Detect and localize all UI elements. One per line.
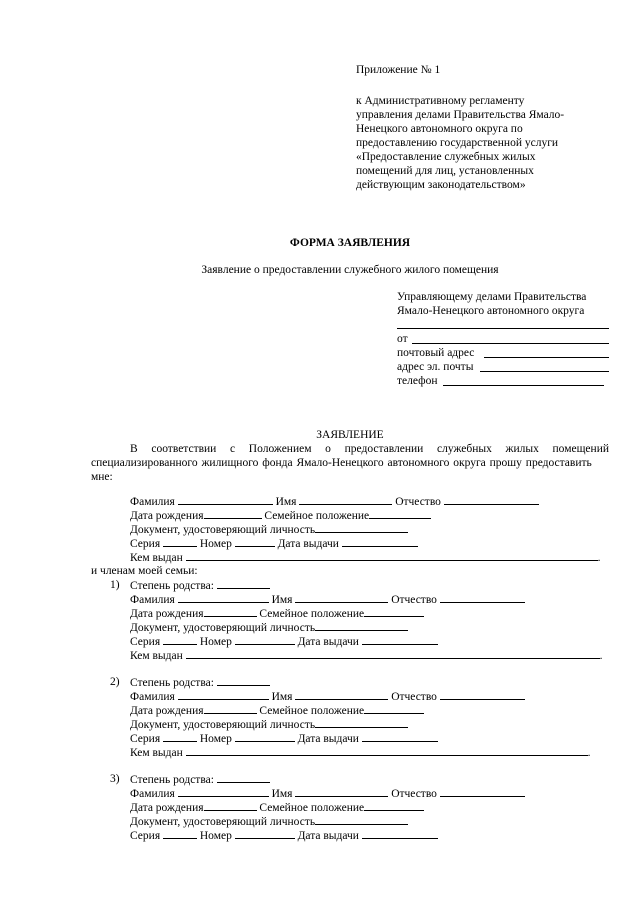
member-passport-row bbox=[130, 634, 438, 649]
form-subtitle: Заявление о предоставлении служебного жилого помещения bbox=[201, 264, 499, 276]
member-fio-row bbox=[130, 689, 525, 704]
kinship-label: Степень родства: bbox=[130, 774, 214, 786]
series-label: Серия bbox=[130, 538, 161, 550]
appendix-line: «Предоставление служебных жилых bbox=[356, 151, 536, 163]
appendix-line: предоставлению государственной услуги bbox=[356, 137, 559, 149]
name-label: Имя bbox=[271, 788, 293, 800]
member-passport-row bbox=[130, 731, 438, 746]
issued-by-field[interactable] bbox=[186, 550, 598, 561]
statement-heading: ЗАЯВЛЕНИЕ bbox=[316, 429, 384, 441]
issued-by-label: Кем выдан bbox=[130, 650, 183, 662]
number-label: Номер bbox=[199, 636, 232, 648]
surname-label: Фамилия bbox=[130, 788, 175, 800]
phone-label: телефон bbox=[397, 375, 438, 387]
addressee-line2: Ямало-Ненецкого автономного округа bbox=[397, 305, 585, 317]
patronymic-field[interactable] bbox=[444, 494, 539, 505]
member-issued-row bbox=[130, 745, 591, 760]
addressee-blank-line[interactable] bbox=[397, 328, 609, 329]
patronymic-field[interactable] bbox=[440, 786, 525, 797]
member-kinship-row bbox=[130, 772, 270, 787]
appendix-line: Ненецкого автономного округа по bbox=[356, 123, 523, 135]
appendix-line: к Административному регламенту bbox=[356, 95, 525, 107]
marital-field[interactable] bbox=[364, 800, 424, 811]
applicant-birth-row bbox=[130, 508, 431, 523]
period: . bbox=[599, 650, 603, 662]
surname-field[interactable] bbox=[178, 689, 269, 700]
birth-date-field[interactable] bbox=[204, 606, 257, 617]
series-field[interactable] bbox=[163, 828, 197, 839]
birth-date-label: Дата рождения bbox=[130, 802, 204, 814]
patronymic-label: Отчество bbox=[391, 594, 437, 606]
member-fio-row bbox=[130, 786, 525, 801]
id-doc-label: Документ, удостоверяющий личность bbox=[130, 719, 316, 731]
birth-date-field[interactable] bbox=[204, 508, 262, 519]
number-label: Номер bbox=[199, 538, 232, 550]
member-number: 3) bbox=[110, 773, 120, 785]
id-doc-field[interactable] bbox=[315, 814, 408, 825]
surname-label: Фамилия bbox=[130, 691, 175, 703]
name-field[interactable] bbox=[299, 494, 392, 505]
birth-date-field[interactable] bbox=[204, 703, 257, 714]
issued-by-field[interactable] bbox=[186, 648, 600, 659]
number-label: Номер bbox=[199, 830, 232, 842]
id-doc-field[interactable] bbox=[315, 717, 408, 728]
series-field[interactable] bbox=[163, 536, 197, 547]
period: . bbox=[597, 552, 601, 564]
patronymic-label: Отчество bbox=[395, 496, 441, 508]
period: . bbox=[587, 747, 591, 759]
kinship-field[interactable] bbox=[217, 578, 270, 589]
issued-by-label: Кем выдан bbox=[130, 552, 183, 564]
kinship-label: Степень родства: bbox=[130, 677, 214, 689]
issued-by-label: Кем выдан bbox=[130, 747, 183, 759]
id-doc-label: Документ, удостоверяющий личность bbox=[130, 524, 316, 536]
number-field[interactable] bbox=[235, 536, 275, 547]
applicant-passport-row bbox=[130, 536, 418, 551]
marital-label: Семейное положение bbox=[259, 802, 365, 814]
id-doc-label: Документ, удостоверяющий личность bbox=[130, 622, 316, 634]
member-kinship-row bbox=[130, 578, 270, 593]
family-intro: и членам моей семьи: bbox=[91, 565, 198, 577]
patronymic-field[interactable] bbox=[440, 592, 525, 603]
birth-date-field[interactable] bbox=[204, 800, 257, 811]
name-field[interactable] bbox=[295, 786, 388, 797]
issue-date-label: Дата выдачи bbox=[277, 538, 339, 550]
id-doc-label: Документ, удостоверяющий личность bbox=[130, 816, 316, 828]
from-label: от bbox=[397, 333, 408, 345]
surname-field[interactable] bbox=[178, 592, 269, 603]
appendix-line: помещений для лиц, установленных bbox=[356, 165, 534, 177]
series-field[interactable] bbox=[163, 731, 197, 742]
id-doc-field[interactable] bbox=[315, 522, 408, 533]
number-label: Номер bbox=[199, 733, 232, 745]
postal-label: почтовый адрес bbox=[397, 347, 475, 359]
patronymic-label: Отчество bbox=[391, 691, 437, 703]
name-field[interactable] bbox=[295, 689, 388, 700]
surname-field[interactable] bbox=[178, 494, 273, 505]
series-label: Серия bbox=[130, 636, 161, 648]
birth-date-label: Дата рождения bbox=[130, 608, 204, 620]
kinship-field[interactable] bbox=[217, 675, 270, 686]
member-id-row bbox=[130, 620, 408, 635]
marital-field[interactable] bbox=[369, 508, 431, 519]
number-field[interactable] bbox=[235, 731, 295, 742]
member-birth-row bbox=[130, 606, 424, 621]
applicant-fio-row bbox=[130, 494, 539, 509]
appendix-line: управления делами Правительства Ямало- bbox=[356, 109, 565, 121]
patronymic-label: Отчество bbox=[391, 788, 437, 800]
member-id-row bbox=[130, 814, 408, 829]
applicant-issued-row bbox=[130, 550, 601, 565]
birth-date-label: Дата рождения bbox=[130, 705, 204, 717]
marital-label: Семейное положение bbox=[259, 608, 365, 620]
issue-date-label: Дата выдачи bbox=[297, 636, 359, 648]
name-field[interactable] bbox=[295, 592, 388, 603]
member-kinship-row bbox=[130, 675, 270, 690]
marital-label: Семейное положение bbox=[264, 510, 370, 522]
member-fio-row bbox=[130, 592, 525, 607]
statement-line1: В соответствии с Положением о предоставлении служебных жилых помещений bbox=[130, 443, 609, 455]
statement-line3: мне: bbox=[91, 471, 113, 483]
appendix-title: Приложение № 1 bbox=[356, 64, 441, 76]
name-label: Имя bbox=[271, 691, 293, 703]
applicant-id-row bbox=[130, 522, 408, 537]
addressee-line1: Управляющему делами Правительства bbox=[397, 291, 587, 303]
postal-field[interactable] bbox=[484, 357, 609, 358]
issued-by-field[interactable] bbox=[186, 745, 588, 756]
surname-label: Фамилия bbox=[130, 594, 175, 606]
issue-date-field[interactable] bbox=[362, 634, 438, 645]
birth-date-label: Дата рождения bbox=[130, 510, 204, 522]
number-field[interactable] bbox=[235, 828, 295, 839]
series-label: Серия bbox=[130, 830, 161, 842]
patronymic-field[interactable] bbox=[440, 689, 525, 700]
issue-date-field[interactable] bbox=[362, 828, 438, 839]
member-issued-row bbox=[130, 648, 603, 663]
kinship-label: Степень родства: bbox=[130, 580, 214, 592]
id-doc-field[interactable] bbox=[315, 620, 408, 631]
name-label: Имя bbox=[275, 496, 297, 508]
member-id-row bbox=[130, 717, 408, 732]
name-label: Имя bbox=[271, 594, 293, 606]
member-number: 1) bbox=[110, 579, 120, 591]
issue-date-field[interactable] bbox=[342, 536, 418, 547]
member-number: 2) bbox=[110, 676, 120, 688]
issue-date-label: Дата выдачи bbox=[297, 733, 359, 745]
issue-date-field[interactable] bbox=[362, 731, 438, 742]
series-label: Серия bbox=[130, 733, 161, 745]
surname-field[interactable] bbox=[178, 786, 269, 797]
marital-field[interactable] bbox=[364, 606, 424, 617]
kinship-field[interactable] bbox=[217, 772, 270, 783]
from-field[interactable] bbox=[412, 343, 609, 344]
member-passport-row bbox=[130, 828, 438, 843]
email-label: адрес эл. почты bbox=[397, 361, 474, 373]
series-field[interactable] bbox=[163, 634, 197, 645]
surname-label: Фамилия bbox=[130, 496, 175, 508]
email-field[interactable] bbox=[480, 371, 609, 372]
form-title: ФОРМА ЗАЯВЛЕНИЯ bbox=[289, 237, 411, 249]
marital-label: Семейное положение bbox=[259, 705, 365, 717]
phone-field[interactable] bbox=[443, 385, 604, 386]
member-birth-row bbox=[130, 800, 424, 815]
appendix-line: действующим законодательством» bbox=[356, 179, 526, 191]
issue-date-label: Дата выдачи bbox=[297, 830, 359, 842]
member-birth-row bbox=[130, 703, 424, 718]
statement-line2: специализированного жилищного фонда Ямало-Ненецкого автономного округа прошу предоставить bbox=[91, 457, 592, 469]
number-field[interactable] bbox=[235, 634, 295, 645]
marital-field[interactable] bbox=[364, 703, 424, 714]
